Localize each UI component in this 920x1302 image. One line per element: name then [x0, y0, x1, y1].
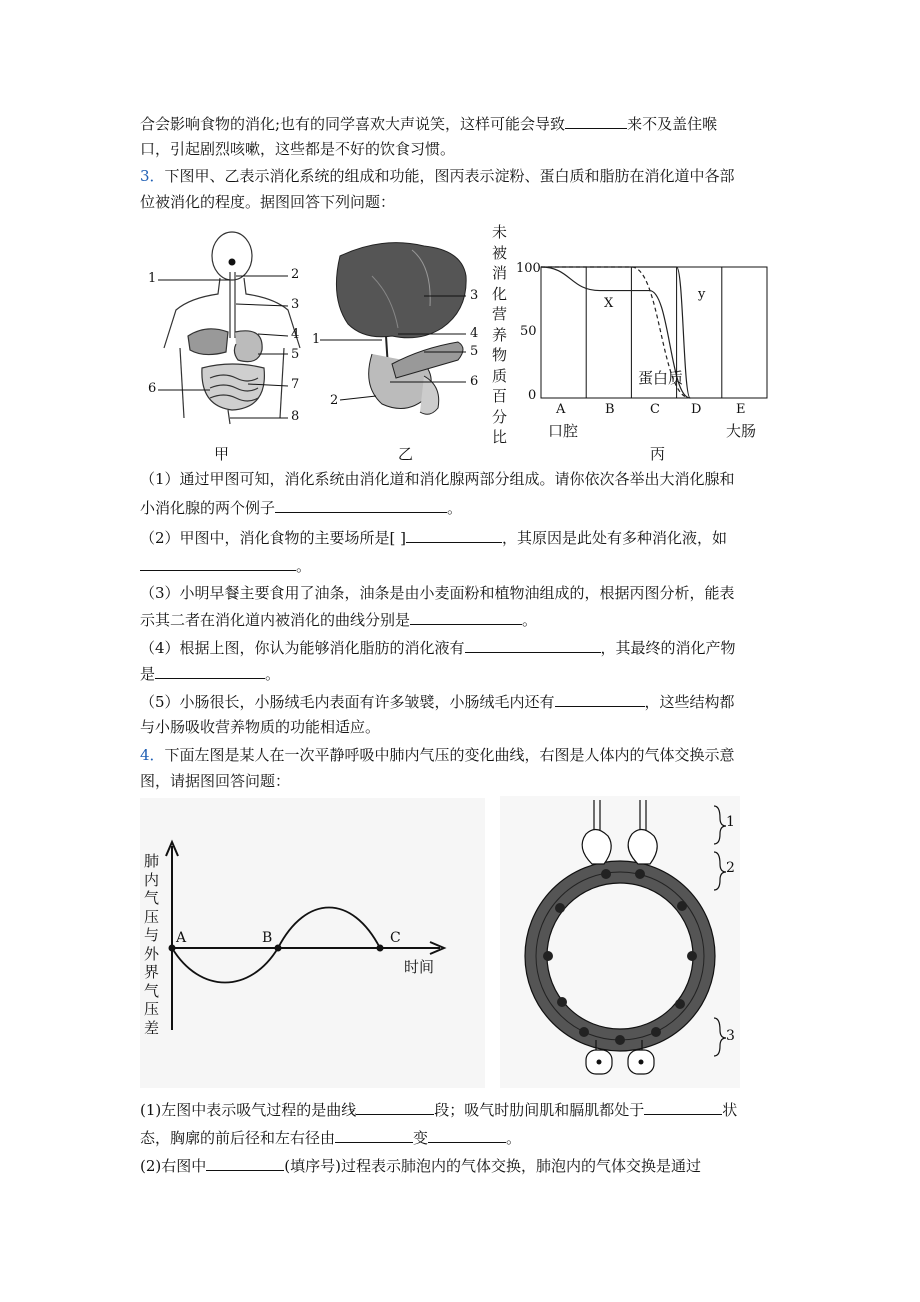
yi-label-4: 4: [470, 326, 479, 341]
figure-gas-exchange: [500, 796, 740, 1088]
q3-sub4-line1: （4）根据上图，你认为能够消化脂肪的消化液有 ，其最终的消化产物: [140, 636, 736, 659]
bing-curve-y-label: y: [698, 287, 706, 302]
jia-label-1: 1: [148, 271, 157, 286]
bing-seg-letter-c: C: [650, 402, 660, 417]
q3-sub5-line2: 与小肠吸收营养物质的功能相适应。: [140, 718, 381, 736]
blank: [140, 554, 296, 571]
bing-seg-letter-e: E: [736, 402, 746, 417]
pressure-point-b: B: [262, 930, 273, 946]
jia-label-8: 8: [291, 409, 300, 424]
yi-label-6: 6: [470, 374, 479, 389]
exchange-label-2: 2: [726, 860, 735, 876]
jia-label-6: 6: [148, 381, 157, 396]
pressure-ylabel: 肺内气压与外界气压差: [144, 852, 160, 1037]
question-3-line-1: 3．下图甲、乙表示消化系统的组成和功能，图丙表示淀粉、蛋白质和脂肪在消化道中各部: [140, 167, 735, 185]
bing-seg-name-e: 大肠: [726, 422, 757, 440]
blank: [428, 1126, 506, 1143]
question-number: 4．: [140, 746, 165, 764]
q3-sub4-line2: 是 。: [140, 662, 280, 685]
q4-sub1-line2: 态，胸廓的前后径和左右径由 变 。: [140, 1126, 521, 1149]
blank: [465, 636, 601, 653]
q3-sub1-line1: （1）通过甲图可知，消化系统由消化道和消化腺两部分组成。请你依次各举出大消化腺和: [140, 470, 735, 488]
jia-label-7: 7: [291, 377, 300, 392]
q4-sub2-line1: (2)右图中 (填序号)过程表示肺泡内的气体交换，肺泡内的气体交换是通过: [140, 1154, 701, 1177]
q3-sub3-line2: 示其二者在消化道内被消化的曲线分别是 。: [140, 608, 537, 631]
q3-sub3-line1: （3）小明早餐主要食用了油条，油条是由小麦面粉和植物油组成的，根据丙图分析，能表: [140, 584, 735, 602]
bing-protein-label: 蛋白质: [638, 369, 684, 387]
question-4-line-2: 图，请据图回答问题：: [140, 772, 291, 790]
exchange-label-3: 3: [726, 1028, 735, 1044]
blank: [555, 690, 645, 707]
bing-ytick-50: 50: [520, 324, 537, 339]
yi-label-5: 5: [470, 344, 479, 359]
pressure-point-c: C: [390, 930, 401, 946]
jia-label-5: 5: [291, 347, 300, 362]
blank: [410, 608, 522, 625]
q3-sub2-line1: （2）甲图中，消化食物的主要场所是[ ] ，其原因是此处有多种消化液，如: [140, 526, 727, 549]
blank: [644, 1098, 722, 1115]
figure-lung-pressure-curve: [140, 798, 485, 1088]
text-line-2: 口，引起剧烈咳嗽，这些都是不好的饮食习惯。: [140, 140, 456, 158]
bing-ytick-0: 0: [528, 388, 537, 403]
yi-label-2: 2: [330, 393, 339, 408]
bing-seg-name-a: 口腔: [548, 422, 579, 440]
exchange-label-1: 1: [726, 814, 735, 830]
bing-curve-x-label: X: [604, 296, 614, 311]
question-4-line-1: 4．下面左图是某人在一次平静呼吸中肺内气压的变化曲线，右图是人体内的气体交换示意: [140, 746, 735, 764]
pressure-point-a: A: [176, 930, 187, 946]
blank: [335, 1126, 413, 1143]
blank: [406, 526, 502, 543]
yi-caption: 乙: [398, 445, 414, 463]
jia-caption: 甲: [214, 445, 230, 463]
bing-seg-letter-d: D: [691, 402, 702, 417]
bing-seg-letter-b: B: [605, 402, 615, 417]
question-number: 3．: [140, 167, 165, 185]
jia-label-4: 4: [291, 327, 300, 342]
jia-label-3: 3: [291, 297, 300, 312]
bing-seg-letter-a: A: [556, 402, 566, 417]
jia-label-2: 2: [291, 267, 300, 282]
bing-ylabel: 未被消化营养物质百分比: [492, 223, 508, 446]
q3-sub2-line2: 。: [140, 554, 311, 577]
blank: [275, 496, 447, 513]
blank: [206, 1154, 284, 1171]
blank: [356, 1098, 434, 1115]
q4-sub1-line1: (1)左图中表示吸气过程的是曲线 段；吸气时肋间肌和膈肌都处于 状: [140, 1098, 737, 1121]
blank: [155, 662, 265, 679]
yi-label-3: 3: [470, 288, 479, 303]
pressure-xlabel: 时间: [404, 958, 435, 976]
yi-label-1: 1: [312, 332, 321, 347]
blank: [565, 112, 627, 129]
q3-sub1-line2: 小消化腺的两个例子 。: [140, 496, 462, 519]
bing-ytick-100: 100: [516, 261, 541, 276]
bing-caption: 丙: [650, 445, 666, 463]
q3-sub5-line1: （5）小肠很长，小肠绒毛内表面有许多皱襞，小肠绒毛内还有 ，这些结构都: [140, 690, 735, 713]
text-line-1: 合会影响食物的消化;也有的同学喜欢大声说笑，这样可能会导致 来不及盖住喉: [140, 112, 717, 135]
question-3-line-2: 位被消化的程度。据图回答下列问题：: [140, 193, 396, 211]
